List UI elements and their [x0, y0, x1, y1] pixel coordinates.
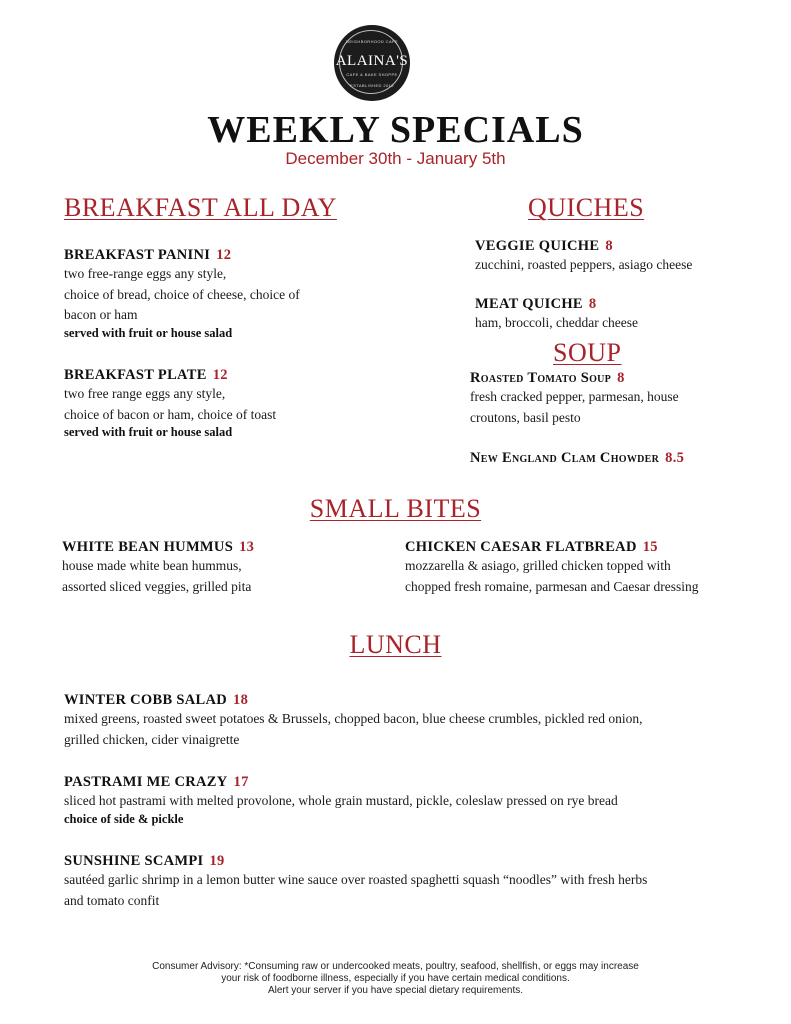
- item-title: [475, 296, 775, 313]
- item-name: BREAKFAST PLATE: [64, 367, 207, 383]
- advisory-line: Consumer Advisory: *Consuming raw or undercooked meats, poultry, seafood, shellfish, or eggs may increase: [152, 961, 639, 972]
- item-name: WINTER COBB SALAD: [64, 692, 228, 708]
- logo-sub-text: CAFE & BAKE SHOPPE: [346, 72, 398, 77]
- item-title: [64, 247, 424, 264]
- item-name: CHICKEN CAESAR FLATBREAD: [405, 539, 637, 555]
- item-note: served with fruit or house salad: [64, 425, 233, 439]
- item-title: [470, 450, 780, 467]
- item-description: chopped fresh romaine, parmesan and Caesar dressing: [405, 578, 699, 594]
- menu-item-clam-chowder: [470, 450, 780, 467]
- item-name: PASTRAMI ME CRAZY: [64, 774, 228, 790]
- breakfast-heading: BREAKFAST ALL DAY: [64, 193, 337, 222]
- item-price: 17: [233, 774, 249, 790]
- date-range: December 30th - January 5th: [285, 149, 506, 168]
- item-name: VEGGIE QUICHE: [475, 238, 600, 254]
- menu-item-winter-cobb-salad: [64, 692, 764, 750]
- menu-item-white-bean-hummus: [62, 539, 382, 597]
- small-bites-heading-text: SMALL BITES: [309, 494, 482, 523]
- item-description: and tomato confit: [64, 892, 160, 908]
- item-note: served with fruit or house salad: [64, 325, 233, 340]
- item-price: 13: [239, 539, 255, 555]
- item-description: sautéed garlic shrimp in a lemon butter wine sauce over roasted spaghetti squash “noodles” with fresh herbs: [64, 872, 648, 887]
- item-title: [64, 853, 764, 870]
- item-name: SUNSHINE SCAMPI: [64, 853, 204, 869]
- item-title: [470, 370, 770, 387]
- item-price: 12: [212, 367, 228, 383]
- item-title: [475, 238, 775, 255]
- item-description: croutons, basil pesto: [470, 409, 581, 425]
- item-description: grilled chicken, cider vinaigrette: [64, 731, 240, 747]
- item-title: [64, 692, 764, 709]
- cafe-logo: [334, 25, 410, 101]
- item-description: mozzarella & asiago, grilled chicken topped with: [405, 558, 671, 573]
- menu-item-meat-quiche: [475, 296, 775, 334]
- item-description: ham, broccoli, cheddar cheese: [475, 315, 639, 330]
- item-description: choice of bacon or ham, choice of toast: [64, 406, 277, 422]
- item-name: WHITE BEAN HUMMUS: [62, 539, 234, 555]
- item-name: MEAT QUICHE: [475, 296, 583, 312]
- advisory-line: your risk of foodborne illness, especially if you have certain medical conditions.: [221, 973, 570, 984]
- item-price: 8: [617, 370, 625, 386]
- item-description: sliced hot pastrami with melted provolone, whole grain mustard, pickle, coleslaw pressed on rye bread: [64, 793, 618, 808]
- item-price: 15: [642, 539, 658, 555]
- item-price: 8.5: [665, 450, 685, 466]
- advisory-line: Alert your server if you have special dietary requirements.: [267, 985, 524, 996]
- item-title: [62, 539, 382, 556]
- page-title: WEEKLY SPECIALS: [207, 109, 584, 151]
- item-note: choice of side & pickle: [64, 811, 184, 826]
- item-name: BREAKFAST PANINI: [64, 247, 211, 263]
- item-description: two free-range eggs any style,: [64, 266, 227, 281]
- menu-item-pastrami-me-crazy: [64, 774, 764, 827]
- item-price: 12: [216, 247, 232, 263]
- menu-item-breakfast-plate: [64, 367, 424, 440]
- item-price: 19: [209, 853, 225, 869]
- menu-item-chicken-caesar-flatbread: [405, 539, 775, 597]
- menu-item-breakfast-panini: [64, 247, 424, 341]
- menu-item-roasted-tomato-soup: [470, 370, 770, 428]
- item-description: house made white bean hummus,: [62, 558, 242, 573]
- item-title: [405, 539, 775, 556]
- logo-top-text: NEIGHBORHOOD CAFE: [346, 39, 398, 44]
- item-description: zucchini, roasted peppers, asiago cheese: [475, 257, 693, 272]
- quiches-heading: QUICHES: [528, 193, 645, 222]
- menu-item-sunshine-scampi: [64, 853, 764, 911]
- item-description: fresh cracked pepper, parmesan, house: [470, 389, 679, 404]
- lunch-heading: [0, 630, 791, 660]
- item-description: assorted sliced veggies, grilled pita: [62, 578, 252, 594]
- small-bites-heading: [0, 494, 791, 524]
- logo-est-text: ESTABLISHED 2012: [350, 83, 394, 88]
- item-description: choice of bread, choice of cheese, choice of: [64, 286, 300, 302]
- item-title: [64, 774, 764, 791]
- consumer-advisory: [0, 961, 791, 997]
- item-price: 8: [588, 296, 597, 312]
- logo-name: ALAINA'S: [335, 53, 409, 69]
- item-price: 8: [605, 238, 613, 254]
- item-description: mixed greens, roasted sweet potatoes & Brussels, chopped bacon, blue cheese crumbles, pickled red onion,: [64, 711, 643, 726]
- menu-item-veggie-quiche: [475, 238, 775, 276]
- item-name: New England Clam Chowder: [470, 450, 660, 466]
- soup-heading: SOUP: [553, 338, 622, 367]
- item-title: [64, 367, 424, 384]
- lunch-heading-text: LUNCH: [349, 630, 442, 659]
- item-price: 18: [233, 692, 249, 708]
- item-name: Roasted Tomato Soup: [470, 370, 612, 386]
- item-description: two free range eggs any style,: [64, 386, 226, 401]
- item-description: bacon or ham: [64, 307, 138, 322]
